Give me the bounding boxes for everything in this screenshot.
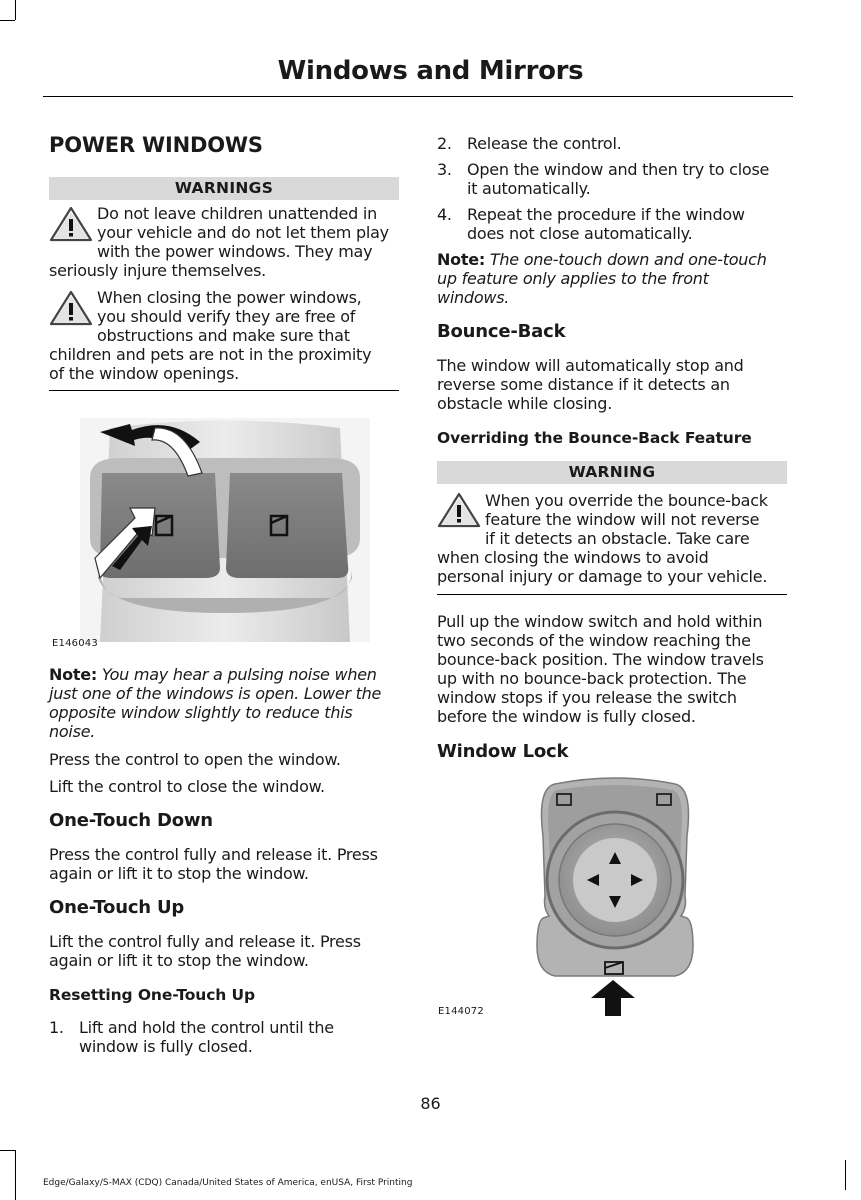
- paragraph-line: Lift the control fully and release it. Press: [49, 932, 361, 951]
- note2-line: up feature only applies to the front: [437, 269, 709, 288]
- footer-text: Edge/Galaxy/S-MAX (CDQ) Canada/United States of America, enUSA, First Printing: [43, 1178, 413, 1188]
- warning2-line: children and pets are not in the proximity: [49, 345, 372, 364]
- note1-line: just one of the windows is open. Lower the: [49, 684, 382, 703]
- warning2-line: obstructions and make sure that: [97, 326, 350, 345]
- warning2-line: When closing the power windows,: [97, 288, 362, 307]
- list-item-line: it automatically.: [467, 179, 591, 198]
- list-item-line: Lift and hold the control until the: [79, 1018, 334, 1037]
- subsection-title: Overriding the Bounce-Back Feature: [437, 429, 752, 447]
- warnings-bar: WARNINGS: [49, 177, 399, 200]
- warning3-line: When you override the bounce-back: [485, 491, 768, 510]
- note2-line: [437, 250, 767, 269]
- warning1-line: your vehicle and do not let them play: [97, 223, 389, 242]
- warning-bar: WARNING: [437, 461, 787, 484]
- list-number: 4.: [437, 205, 452, 224]
- note1-line: [49, 665, 377, 684]
- note1-line: noise.: [49, 722, 96, 741]
- list-item-line: Repeat the procedure if the window: [467, 205, 745, 224]
- page-number: 86: [420, 1094, 441, 1113]
- list-number: 2.: [437, 134, 452, 153]
- note2-line: windows.: [437, 288, 510, 307]
- figure-code: E144072: [438, 1006, 484, 1017]
- paragraph: Press the control to open the window.: [49, 750, 341, 769]
- subsection-title: Resetting One-Touch Up: [49, 986, 256, 1004]
- paragraph-line: Pull up the window switch and hold within: [437, 612, 763, 631]
- paragraph-line: The window will automatically stop and: [437, 356, 744, 375]
- warning-end-rule: [437, 594, 787, 595]
- list-item-line: Open the window and then try to close: [467, 160, 770, 179]
- figure-code: E146043: [52, 638, 98, 649]
- subsection-title: Bounce-Back: [437, 321, 566, 342]
- list-item-line: does not close automatically.: [467, 224, 693, 243]
- warning1-line: with the power windows. They may: [97, 242, 373, 261]
- note1-line: opposite window slightly to reduce this: [49, 703, 353, 722]
- paragraph-line: Press the control fully and release it. Press: [49, 845, 378, 864]
- note-text: You may hear a pulsing noise when: [97, 665, 377, 684]
- paragraph-line: bounce-back position. The window travels: [437, 650, 764, 669]
- paragraph-line: again or lift it to stop the window.: [49, 864, 309, 883]
- list-item-line: Release the control.: [467, 134, 622, 153]
- note-text: The one-touch down and one-touch: [485, 250, 767, 269]
- header-divider: [43, 96, 793, 97]
- paragraph-line: reverse some distance if it detects an: [437, 375, 730, 394]
- page-title: Windows and Mirrors: [277, 56, 584, 86]
- warning2-line: of the window openings.: [49, 364, 239, 383]
- list-number: 3.: [437, 160, 452, 179]
- list-item-line: window is fully closed.: [79, 1037, 253, 1056]
- warning3-line: feature the window will not reverse: [485, 510, 760, 529]
- warning3-line: when closing the windows to avoid: [437, 548, 709, 567]
- paragraph-line: two seconds of the window reaching the: [437, 631, 751, 650]
- warning1-line: Do not leave children unattended in: [97, 204, 377, 223]
- warning1-line: seriously injure themselves.: [49, 261, 266, 280]
- paragraph: Lift the control to close the window.: [49, 777, 325, 796]
- subsection-title: One-Touch Down: [49, 810, 213, 831]
- warning3-line: if it detects an obstacle. Take care: [485, 529, 750, 548]
- paragraph-line: again or lift it to stop the window.: [49, 951, 309, 970]
- warning-end-rule: [49, 390, 399, 391]
- note-label: Note:: [437, 250, 486, 269]
- paragraph-line: obstacle while closing.: [437, 394, 613, 413]
- paragraph-line: window stops if you release the switch: [437, 688, 737, 707]
- warning3-line: personal injury or damage to your vehicle.: [437, 567, 768, 586]
- paragraph-line: up with no bounce-back protection. The: [437, 669, 747, 688]
- window-lock-illustration: [535, 776, 695, 1018]
- warning-triangle-icon: [49, 289, 93, 327]
- warning2-line: you should verify they are free of: [97, 307, 356, 326]
- warning-triangle-icon: [49, 205, 93, 243]
- list-number: 1.: [49, 1018, 64, 1037]
- subsection-title: Window Lock: [437, 741, 569, 762]
- subsection-title: One-Touch Up: [49, 897, 185, 918]
- paragraph-line: before the window is fully closed.: [437, 707, 696, 726]
- section-title: POWER WINDOWS: [49, 133, 263, 157]
- warning-triangle-icon: [437, 491, 481, 529]
- note-label: Note:: [49, 665, 98, 684]
- window-switch-illustration: [80, 418, 370, 642]
